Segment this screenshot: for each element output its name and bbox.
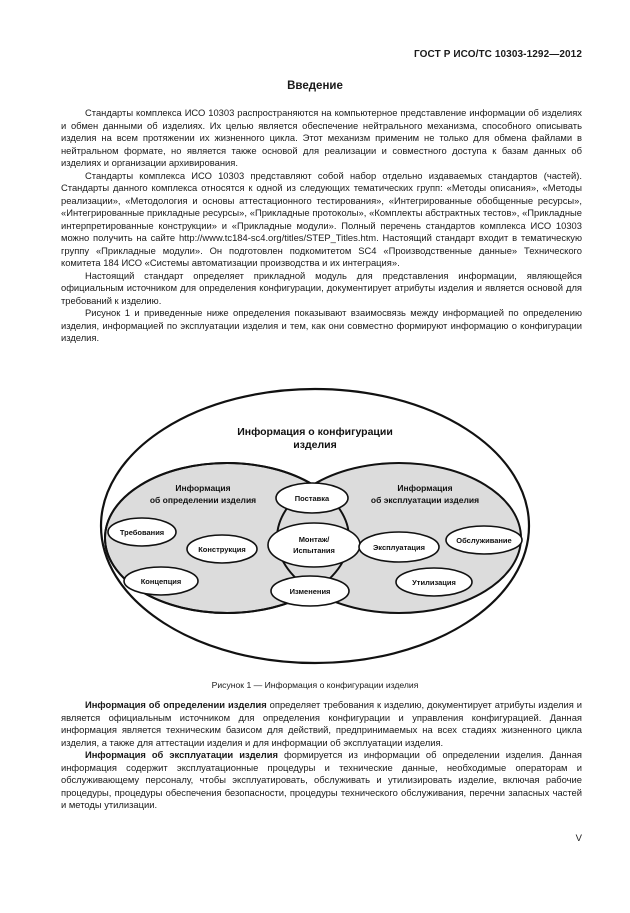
node-maintenance-label: Обслуживание [456, 536, 512, 545]
intro-text [61, 107, 582, 345]
node-concept-label: Концепция [140, 577, 182, 586]
node-construction-label: Конструкция [198, 545, 246, 554]
left-title-line1: Информация [175, 483, 231, 493]
section-title: Введение [287, 80, 343, 92]
node-changes-label: Изменения [289, 587, 331, 596]
right-title-line2: об эксплуатации изделия [370, 495, 480, 505]
node-requirements-label: Требования [119, 528, 165, 537]
definition-term: Информация об определении изделия [85, 699, 267, 710]
page-number: V [575, 833, 582, 844]
intro-paragraph: Стандарты комплекса ИСО 10303 распространяются на компьютерное представление информации об изделиях и обмен данными об изделиях. Их целью является обеспечение нейтрального механизма, способного описывать изделия на всем протяжении их жизненного цикла. Этот механизм применим не только для обмена файлами в нейтральном формате, но является также основой для реализации и совместного доступа к базам данных об изделиях и организации архивирования. [61, 107, 582, 168]
node-installation-label-line2: Испытания [293, 546, 335, 555]
definition-paragraph [61, 749, 582, 812]
figure-caption: Рисунок 1 — Информация о конфигурации изделия [211, 680, 419, 690]
node-disposal-label: Утилизация [412, 578, 456, 587]
node-delivery-label: Поставка [294, 494, 330, 503]
definition-body: определяет требования к изделию, документирует атрибуты изделия и является официальным источником для определения конфигурации и управления конфигурацией. Данная информация является техническим базисом для действий, предпринимаемых на всех стадиях жизненного цикла изделия, а также для аттестации изделия и для информации об эксплуатации изделия. [61, 699, 582, 748]
node-operation-label: Эксплуатация [372, 543, 426, 552]
definition-body: формируется из информации об определении изделия. Данная информация содержит эксплуатационные процедуры и технические данные, необходимые операторам и обслуживающему персоналу, чтобы эксплуатировать, обслуживать и утилизировать изделие, включая рабочие процедуры, процедуры обеспечения безопасности, процедуры технического обслуживания, перечни запасных частей и методы утилизации. [61, 749, 582, 810]
node-installation-label-line1: Монтаж/ [298, 535, 330, 544]
outer-title-line2: изделия [293, 439, 337, 451]
definition-paragraph [61, 699, 582, 749]
intro-paragraph: Рисунок 1 и приведенные ниже определения показывают взаимосвязь между информацией по определению изделия, информацией по эксплуатации изделия и тем, как они совместно формируют информацию о конфигурации изделия. [61, 307, 582, 343]
definition-term: Информация об эксплуатации изделия [85, 749, 278, 760]
definitions-text [61, 699, 582, 812]
right-title-line1: Информация [397, 483, 453, 493]
node-installation [268, 523, 360, 567]
intro-paragraph: Настоящий стандарт определяет прикладной модуль для представления информации, являющейся официальным источником для определения конфигурации, документирует атрибуты изделия и является основой для требований к изделию. [61, 269, 582, 306]
left-title-line2: об определении изделия [149, 495, 257, 505]
outer-title-line1: Информация о конфигурации [237, 426, 393, 438]
intro-paragraph: Стандарты комплекса ИСО 10303 представляют собой набор отдельно издаваемых стандартов (частей). Стандарты данного комплекса относятся к одной из следующих тематических групп: «Методы описания», «Методы реализации», «Методология и основы аттестационного тестирования», «Интегрированные обобщенные ресурсы», «Интегрированные прикладные ресурсы», «Прикладные протоколы», «Комплекты абстрактных тестов», «Прикладные интерпретированные конструкции» и «Прикладные модули». Полный перечень стандартов комплекса ИСО 10303 можно получить на сайте http://www.tc184-sc4.org/titles/STEP_Titles.htm. Настоящий стандарт входит в тематическую группу «Прикладные модули». Он подготовлен подкомитетом SC4 «Производственные данные» Технического комитета 184 ИСО «Системы автоматизации производства и их интеграция». [61, 169, 582, 268]
configuration-diagram [95, 385, 535, 675]
standard-header: ГОСТ Р ИСО/ТС 10303-1292—2012 [414, 49, 582, 60]
